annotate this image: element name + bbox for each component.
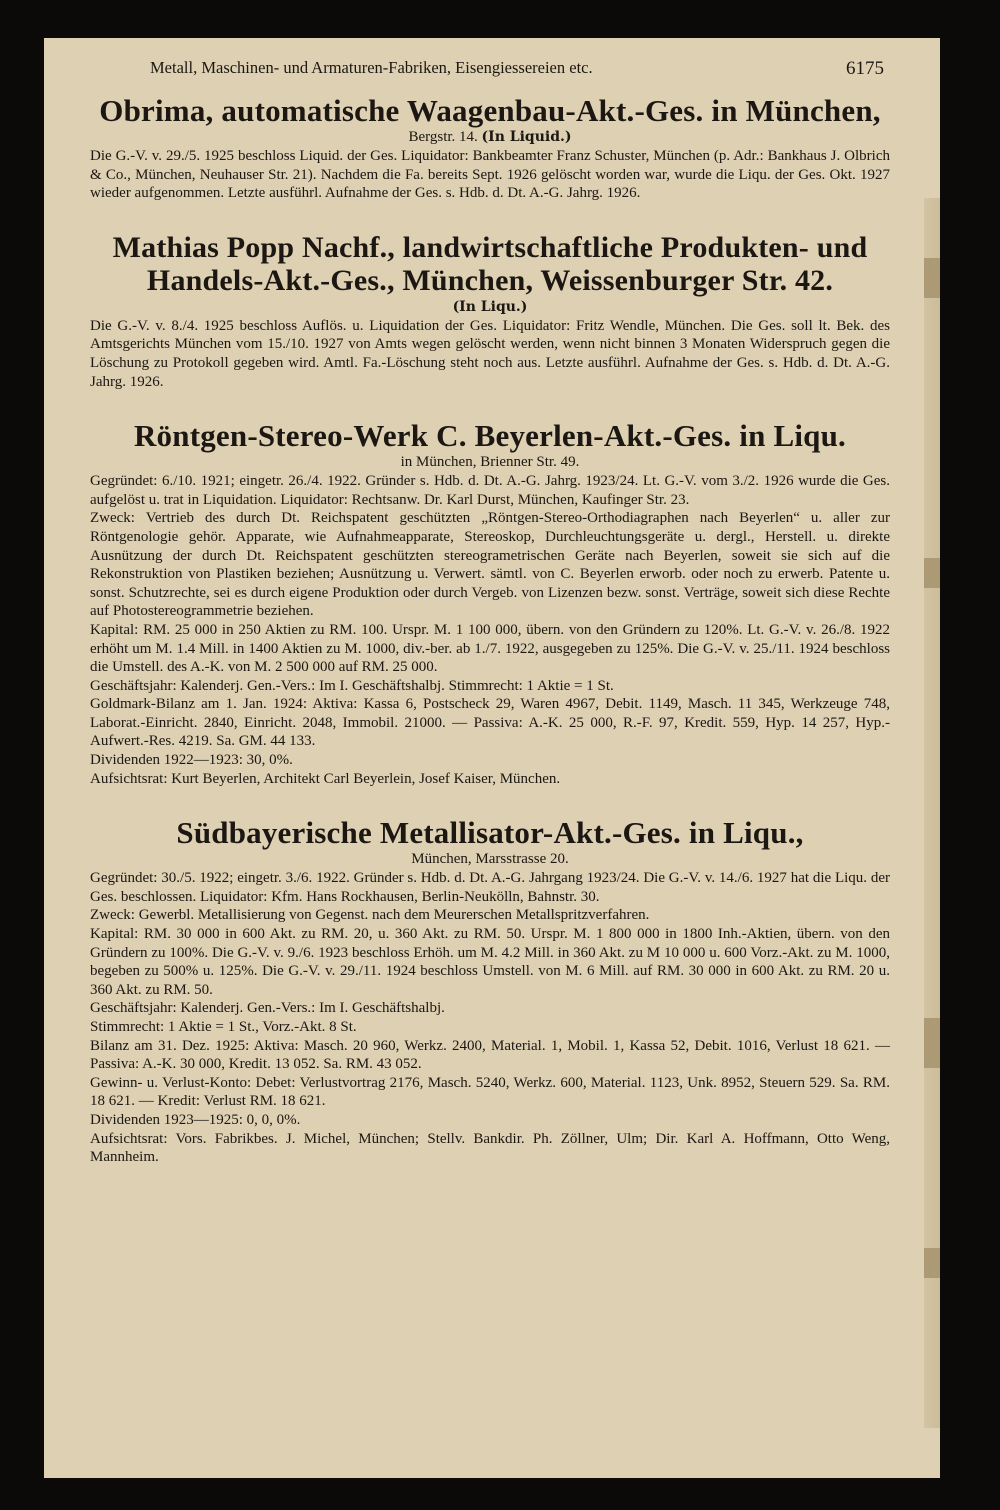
entry-paragraph: Gegründet: 6./10. 1921; eingetr. 26./4. 1922. Gründer s. Hdb. d. Dt. A.-G. Jahrg. 1923/24. Lt. G.-V. vom 3./2. 1926 wurde die Ges. aufgelöst u. trat in Liquidation. Liquidator: Rechtsanw. Dr. Karl Durst, München, Kaufinger Str. 23.: [90, 473, 890, 508]
entry-paragraph: Zweck: Vertrieb des durch Dt. Reichspatent geschützten „Röntgen-Stereo-Orthodiagraphen nach Beyerlen“ u. aller zur Röntgenologie gehör. Apparate, wie Aufnahmeapparate, Stereoskop, Durchleuchtungsgeräte u. dergl., Herstell. u. direkte Ausnützung der durch Dt. Reichspatent geschützten stereogrametrischen Geräte nach Beyerlen, soweit sie sich auf die Rekonstruktion von Plastiken beziehen; Ausnützung u. Verwert. sämtl. von C. Beyerlen erworb. oder noch zu erwerb. Patente u. sonst. Schutzrechte, sei es durch eigene Produktion oder durch Vergeb. von Lizenzen bezw. sonst. Verträge, soweit sich diese Rechte auf Photostereogrammetrie beziehen.: [90, 510, 890, 620]
page-edge: [924, 198, 940, 1428]
entry-roentgen-stereo: [90, 419, 890, 788]
status-label: (In Liqu.): [452, 298, 528, 315]
entry-paragraph: Kapital: RM. 25 000 in 250 Aktien zu RM. 100. Urspr. M. 1 100 000, übern. von den Gründern zu 120%. Lt. G.-V. v. 26./8. 1922 erhöht um M. 1.4 Mill. in 1400 Aktien zu M. 1000, div.-ber. ab 1./7. 1922, ausgegeben zu 125%. Die G.-V. v. 25./11. 1924 beschloss die Umstell. des A.-K. von M. 2 500 000 auf RM. 25 000.: [90, 621, 890, 676]
running-head: [150, 58, 890, 84]
status-label: (In Liquid.): [481, 129, 572, 145]
entry-subtitle: München, Marsstrasse 20.: [411, 851, 569, 868]
entry-title: Südbayerische Metallisator-Akt.-Ges. in Liqu.,: [176, 815, 804, 851]
page-number: 6175: [846, 58, 884, 79]
entry-title: Obrima, automatische Waagenbau-Akt.-Ges. in München,: [99, 93, 881, 128]
entry-subtitle: Bergstr. 14. (In Liquid.): [408, 129, 572, 145]
entry-paragraph: Gegründet: 30./5. 1922; eingetr. 3./6. 1922. Gründer s. Hdb. d. Dt. A.-G. Jahrgang 1923/24. Die G.-V. v. 14./6. 1927 hat die Liqu. der Ges. beschlossen. Liquidator: Kfm. Hans Rockhausen, Berlin-Neukölln, Bahnstr. 30.: [90, 870, 890, 905]
entry-paragraph: Geschäftsjahr: Kalenderj. Gen.-Vers.: Im I. Geschäftshalbj. Stimmrecht: 1 Aktie = 1 St.: [90, 677, 614, 694]
book-page: [44, 38, 940, 1478]
entry-paragraph: Gewinn- u. Verlust-Konto: Debet: Verlustvortrag 2176, Masch. 5240, Werkz. 600, Material. 1123, Unk. 8952, Steuern 529. Sa. RM. 18 621. — Kredit: Verlust RM. 18 621.: [90, 1074, 890, 1110]
entry-mathias-popp: [90, 231, 890, 391]
entry-paragraph: Zweck: Gewerbl. Metallisierung von Gegenst. nach dem Meurerschen Metallspritzverfahren.: [90, 907, 650, 924]
entry-paragraph: Aufsichtsrat: Vors. Fabrikbes. J. Michel, München; Stellv. Bankdir. Ph. Zöllner, Ulm; Dir. Karl A. Hoffmann, Otto Weng, Mannheim.: [90, 1130, 890, 1166]
entry-subtitle: [90, 297, 890, 317]
entry-paragraph: Aufsichtsrat: Kurt Beyerlen, Architekt Carl Beyerlein, Josef Kaiser, München.: [90, 770, 561, 787]
entry-paragraph: Goldmark-Bilanz am 1. Jan. 1924: Aktiva: Kassa 6, Postscheck 29, Waren 4967, Debit. 1149, Masch. 11 345, Werkzeuge 748, Laborat.-Einricht. 2840, Einricht. 2048, Immobil. 21000. — Passiva: A.-K. 25 000, R.-F. 97, Kredit. 559, Hyp. 14 257, Hyp.-Aufwert.-Res. 4219. Sa. GM. 44 133.: [90, 696, 890, 750]
entry-obrima: [90, 94, 890, 203]
entry-suedbayerische: [90, 816, 890, 1167]
page-content: [90, 58, 890, 1167]
entry-paragraph: Bilanz am 31. Dez. 1925: Aktiva: Masch. 20 960, Werkz. 2400, Material. 1, Mobil. 1, Kassa 52, Debit. 1016, Verlust 18 621. — Passiva: A.-K. 30 000, Kredit. 13 052. Sa. RM. 43 052.: [90, 1037, 890, 1073]
entry-paragraph: Die G.-V. v. 8./4. 1925 beschloss Auflös. u. Liquidation der Ges. Liquidator: Fritz Wendle, München. Die Ges. soll lt. Bek. des Amtsgerichts München vom 15./10. 1927 von Amts wegen gelöscht werden, wenn nicht binnen 3 Monaten Widerspruch gegen die Löschung zu Protokoll gegeben wird. Amtl. Fa.-Löschung steht noch aus. Letzte ausführl. Aufnahme der Ges. s. Hdb. d. Dt. A.-G. Jahrg. 1926.: [90, 317, 890, 390]
entry-title: Mathias Popp Nachf., landwirtschaftliche Produkten- und Handels-Akt.-Ges., München, Weissenburger Str. 42.: [112, 230, 868, 297]
running-head-title: Metall, Maschinen- und Armaturen-Fabriken, Eisengiessereien etc.: [150, 58, 593, 77]
entry-paragraph: Dividenden 1922—1923: 30, 0%.: [90, 752, 293, 769]
entry-paragraph: Stimmrecht: 1 Aktie = 1 St., Vorz.-Akt. 8 St.: [90, 1019, 357, 1035]
entry-paragraph: Geschäftsjahr: Kalenderj. Gen.-Vers.: Im I. Geschäftshalbj.: [90, 1000, 445, 1017]
entry-paragraph: Die G.-V. v. 29./5. 1925 beschloss Liquid. der Ges. Liquidator: Bankbeamter Franz Schuster, München (p. Adr.: Bankhaus J. Olbrich & Co., München, Neuhauser Str. 21). Nachdem die Fa. bereits Sept. 1926 gelöscht worden war, wurde die Liqu. der Ges. Okt. 1927 wieder aufgenommen. Letzte ausführl. Aufnahme der Ges. s. Hdb. d. Dt. A.-G. Jahrg. 1926.: [90, 148, 890, 202]
entry-title: Röntgen-Stereo-Werk C. Beyerlen-Akt.-Ges. in Liqu.: [133, 418, 847, 454]
entry-paragraph: Kapital: RM. 30 000 in 600 Akt. zu RM. 20, u. 360 Akt. zu RM. 50. Urspr. M. 1 800 000 in 1800 Inh.-Aktien, übern. von den Gründern zu 100%. Die G.-V. v. 9./6. 1923 beschloss Erhöh. um M. 4.2 Mill. in 360 Akt. zu M 10 000 u. 600 Vorz.-Akt. zu M. 1000, begeben zu 500% u. 125%. Die G.-V. v. 29./11. 1924 beschloss Umstell. von M. 6 Mill. auf RM. 30 000 in 600 Akt. zu RM. 20 u. 360 Akt. zu RM. 50.: [90, 926, 890, 998]
entry-paragraph: Dividenden 1923—1925: 0, 0, 0%.: [90, 1111, 301, 1128]
entry-subtitle: in München, Brienner Str. 49.: [400, 454, 580, 471]
